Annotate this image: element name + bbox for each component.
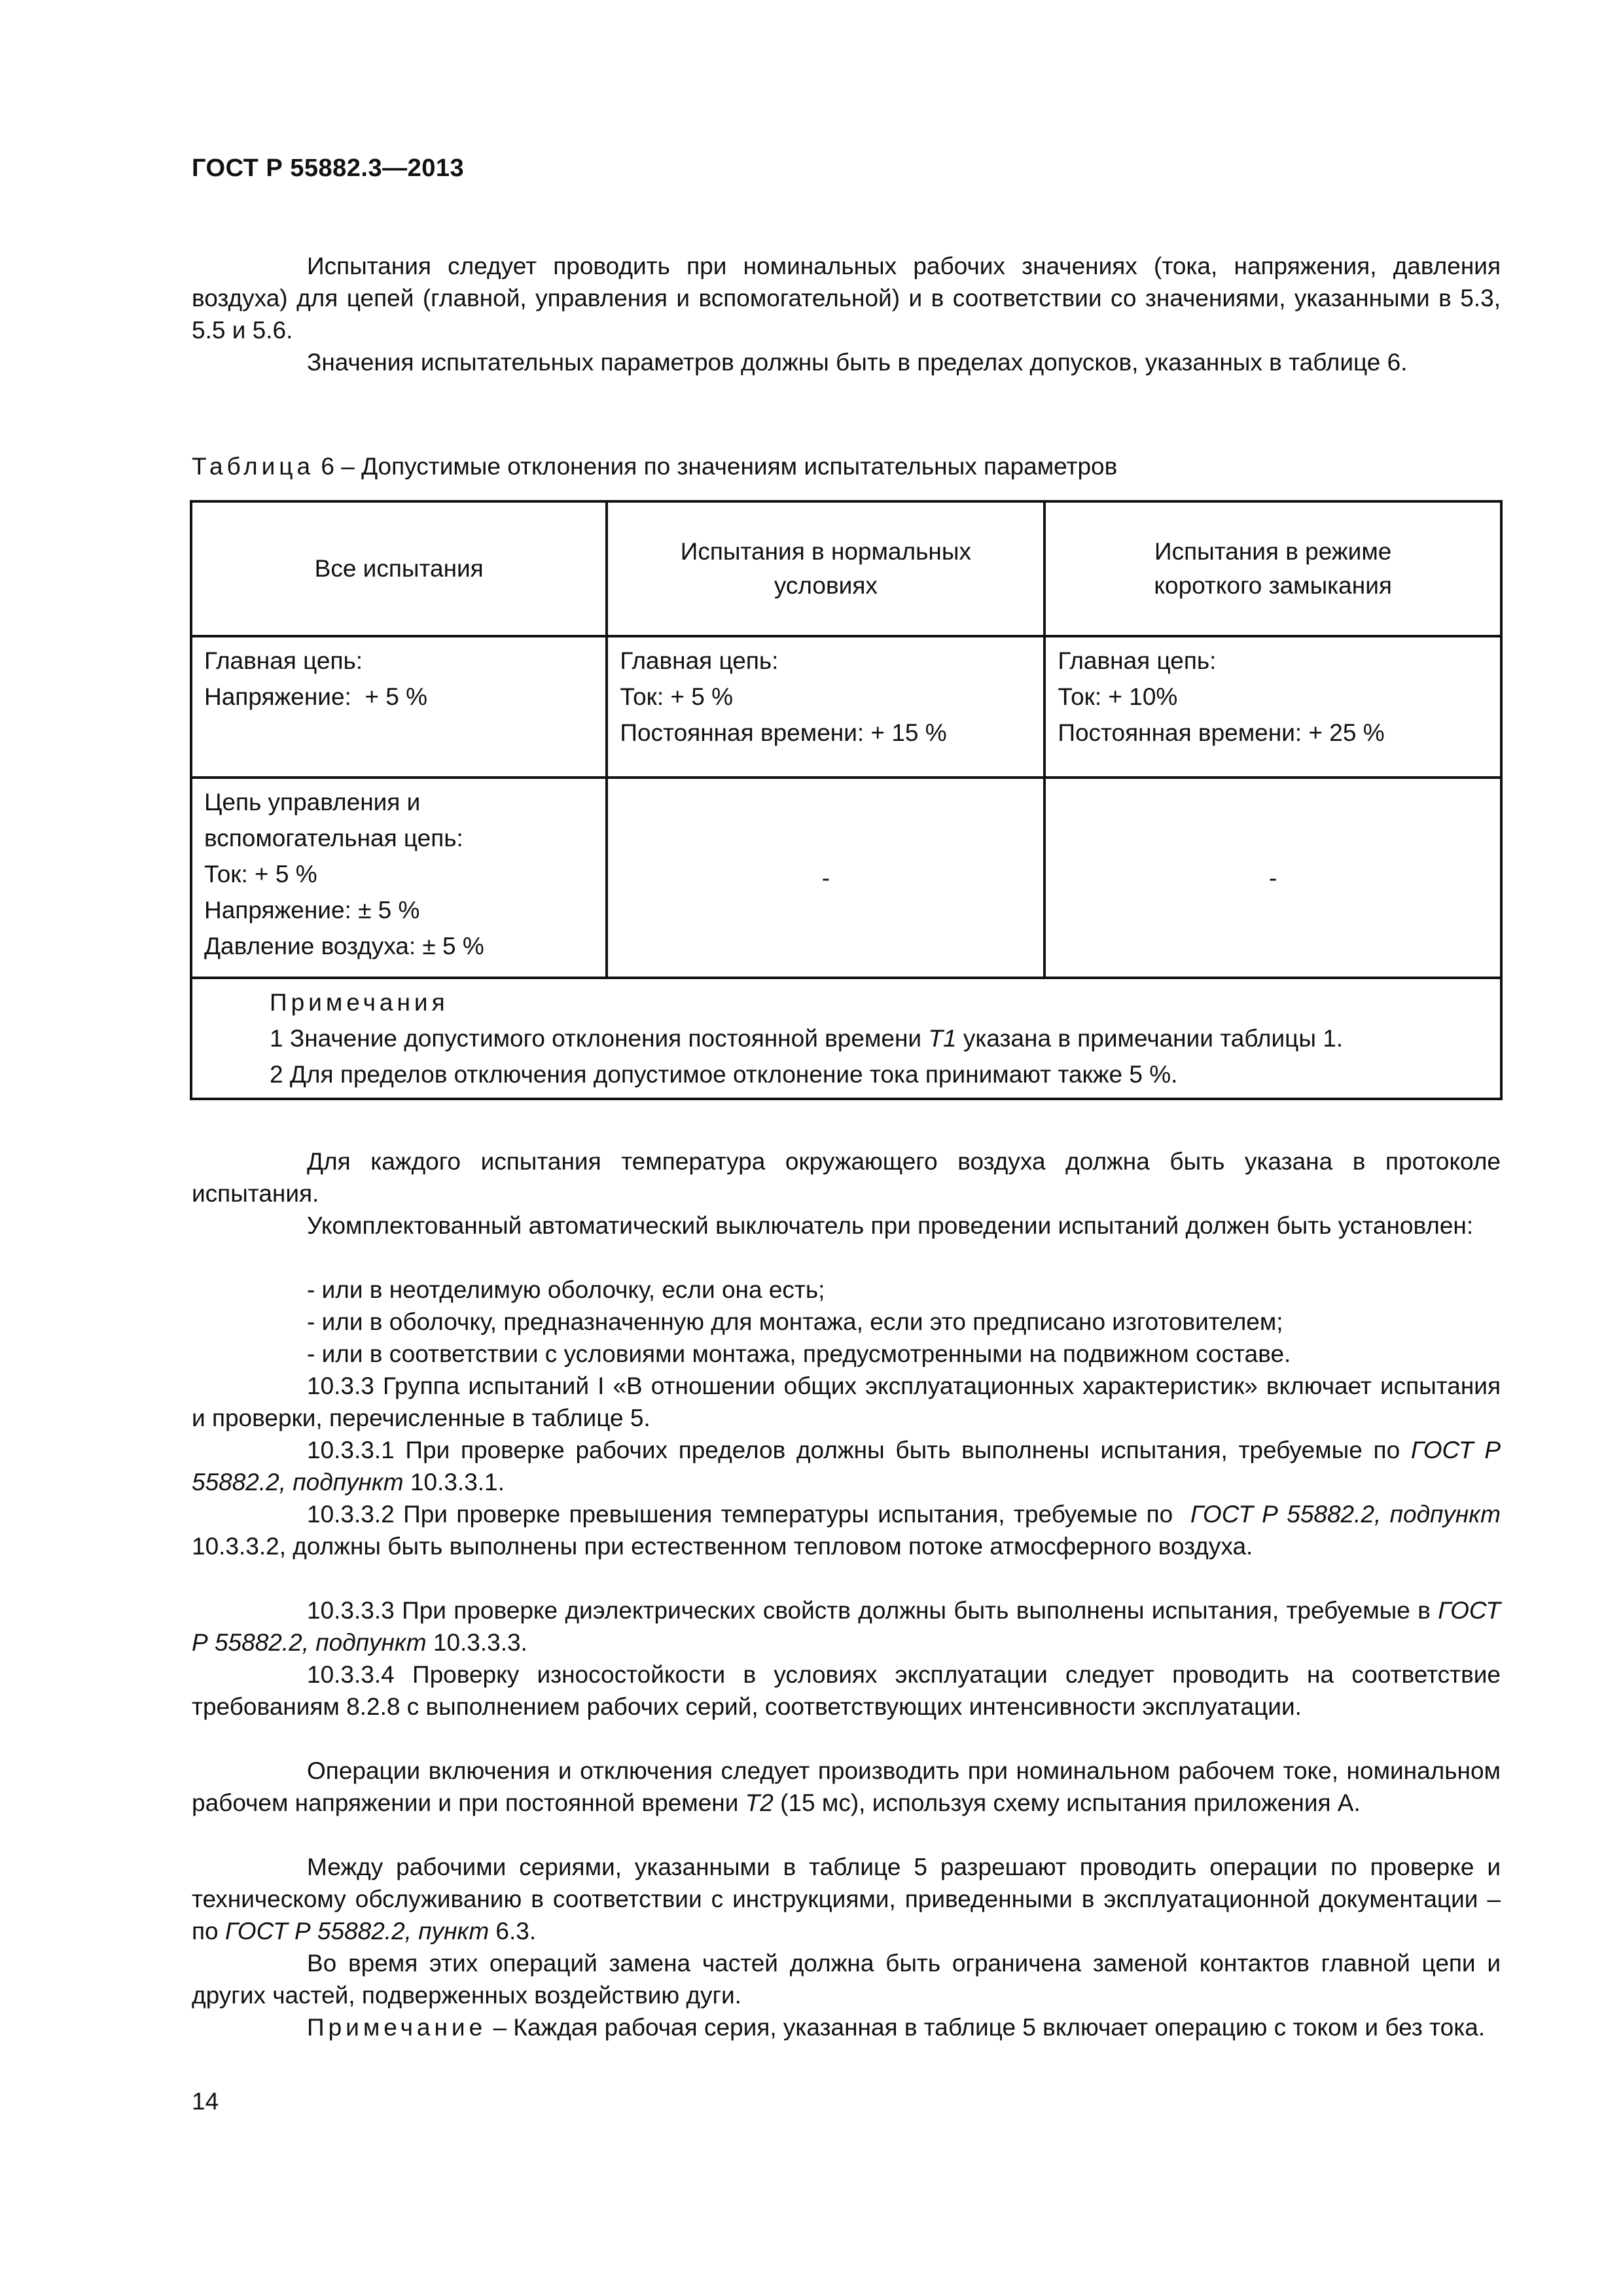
table-notes-row [191, 978, 1501, 1099]
paragraph-10-3-3-3 [192, 1594, 1501, 1659]
note-1-text-end: указана в примечании таблицы 1. [956, 1025, 1344, 1052]
table-cell [191, 636, 607, 778]
paragraph-text: (15 мс), используя схему испытания приложения А. [773, 1789, 1361, 1816]
paragraph-intro-2: Значения испытательных параметров должны быть в пределах допусков, указанных в таблице 6. [307, 349, 1408, 376]
cell-line: Цепь управления и [204, 789, 421, 816]
paragraph-text: 10.3.3.2, должны быть выполнены при естественном тепловом потоке атмосферного воздуха. [192, 1533, 1253, 1560]
document-header: ГОСТ Р 55882.3—2013 [192, 154, 465, 182]
table-cell [191, 778, 607, 978]
tolerance-table [190, 500, 1503, 1100]
header-short-circuit-text: Испытания в режиме короткого замыкания [1154, 538, 1392, 599]
note-2: 2 Для пределов отключения допустимое отклонение тока принимают также 5 %. [270, 1061, 1178, 1088]
header-all-tests: Все испытания [191, 501, 607, 636]
cell-line: Главная цепь: [1058, 647, 1217, 674]
paragraph-text: 10.3.3.3. [426, 1629, 527, 1656]
table-caption [192, 453, 1117, 480]
table-cell-empty: - [1044, 778, 1501, 978]
table-caption-text: 6 – Допустимые отклонения по значениям испытательных параметров [314, 453, 1118, 480]
cell-line: Постоянная времени: + 25 % [1058, 719, 1385, 746]
paragraph-maintenance [192, 1851, 1501, 1947]
list-item: - или в оболочку, предназначенную для монтажа, если это предписано изготовителем; [307, 1308, 1283, 1335]
header-normal-conditions [607, 501, 1044, 636]
gost-reference: ГОСТ Р 55882.2, подпункт [192, 1437, 1501, 1496]
paragraph-text: 10.3.3.1. [403, 1469, 505, 1496]
paragraph-10-3-3-1 [192, 1434, 1501, 1498]
table-caption-word: Таблица [192, 453, 315, 480]
paragraph-temperature: Для каждого испытания температура окружающего воздуха должна быть указана в протоколе испытания. [192, 1148, 1501, 1207]
note-1 [204, 1020, 1488, 1056]
list-item: - или в соответствии с условиями монтажа, предусмотренными на подвижном составе. [307, 1340, 1291, 1367]
gost-reference: ГОСТ Р 55882.2, подпункт [192, 1597, 1501, 1656]
time-constant-symbol: Т2 [745, 1789, 774, 1816]
table-cell [607, 636, 1044, 778]
paragraph-10-3-3-2 [192, 1498, 1501, 1562]
paragraph-text: 6.3. [489, 1918, 537, 1945]
paragraph-text: 10.3.3.1 При проверке рабочих пределов должны быть выполнены испытания, требуемые по [307, 1437, 1411, 1463]
header-normal-conditions-text: Испытания в нормальных условиях [680, 538, 971, 599]
table-cell-empty: - [607, 778, 1044, 978]
table-row [191, 778, 1501, 978]
paragraph-installation: Укомплектованный автоматический выключатель при проведении испытаний должен быть установлен: [307, 1212, 1474, 1239]
cell-line: Главная цепь: [620, 647, 779, 674]
paragraph-text: 10.3.3.3 При проверке диэлектрических свойств должны быть выполнены испытания, требуемые в [307, 1597, 1438, 1624]
paragraph-text: Между рабочими сериями, указанными в таблице 5 разрешают проводить операции по проверке и техническому обслуживанию в соответствии с инструкциями, приведенными в эксплуатационной документации – по [192, 1854, 1501, 1945]
gost-reference: ГОСТ Р 55882.2, подпункт [1190, 1501, 1501, 1528]
header-short-circuit [1044, 501, 1501, 636]
list-item: - или в неотделимую оболочку, если она есть; [307, 1276, 825, 1303]
note-word: Примечание [307, 2014, 487, 2041]
cell-line: Главная цепь: [204, 647, 363, 674]
paragraph-text: 10.3.3.2 При проверке превышения температуры испытания, требуемые по [307, 1501, 1191, 1528]
cell-line: Постоянная времени: + 15 % [620, 719, 947, 746]
paragraph-note [192, 2011, 1501, 2043]
cell-line: Напряжение: ± 5 % [204, 897, 420, 924]
cell-line: Ток: + 5 % [204, 861, 317, 888]
notes-title: Примечания [270, 989, 449, 1016]
cell-line: Давление воздуха: ± 5 % [204, 933, 484, 960]
table-notes [191, 978, 1501, 1099]
cell-line: Ток: + 10% [1058, 683, 1178, 710]
paragraph-parts-replacement: Во время этих операций замена частей должна быть ограничена заменой контактов главной цепи и других частей, подверженных воздействию дуги. [192, 1950, 1501, 2009]
paragraph-text: Операции включения и отключения следует производить при номинальном рабочем токе, номинальном рабочем напряжении и при постоянной времени [192, 1757, 1501, 1816]
note-1-symbol: Т1 [928, 1025, 957, 1052]
paragraph-10-3-3: 10.3.3 Группа испытаний I «В отношении общих эксплуатационных характеристик» включает испытания и проверки, перечисленные в таблице 5. [192, 1372, 1501, 1431]
paragraph-text: – Каждая рабочая серия, указанная в таблице 5 включает операцию с током и без тока. [486, 2014, 1486, 2041]
cell-line: вспомогательная цепь: [204, 825, 463, 852]
note-1-text: 1 Значение допустимого отклонения постоянной времени [270, 1025, 929, 1052]
cell-line: Напряжение: + 5 % [204, 683, 428, 710]
page-number: 14 [192, 2088, 219, 2115]
paragraph-10-3-3-4: 10.3.3.4 Проверку износостойкости в условиях эксплуатации следует проводить на соответствие требованиям 8.2.8 с выполнением рабочих серий, соответствующих интенсивности эксплуатации. [192, 1661, 1501, 1720]
table-row [191, 636, 1501, 778]
paragraph-intro-1: Испытания следует проводить при номинальных рабочих значениях (тока, напряжения, давления воздуха) для цепей (главной, управления и вспомогательной) и в соответствии со значениями, указанными в 5.3, 5.5 и 5.6. [192, 253, 1501, 344]
table-header-row [191, 501, 1501, 636]
table-cell [1044, 636, 1501, 778]
cell-line: Ток: + 5 % [620, 683, 734, 710]
gost-reference: ГОСТ Р 55882.2, пункт [224, 1918, 490, 1945]
paragraph-operations [192, 1755, 1501, 1819]
